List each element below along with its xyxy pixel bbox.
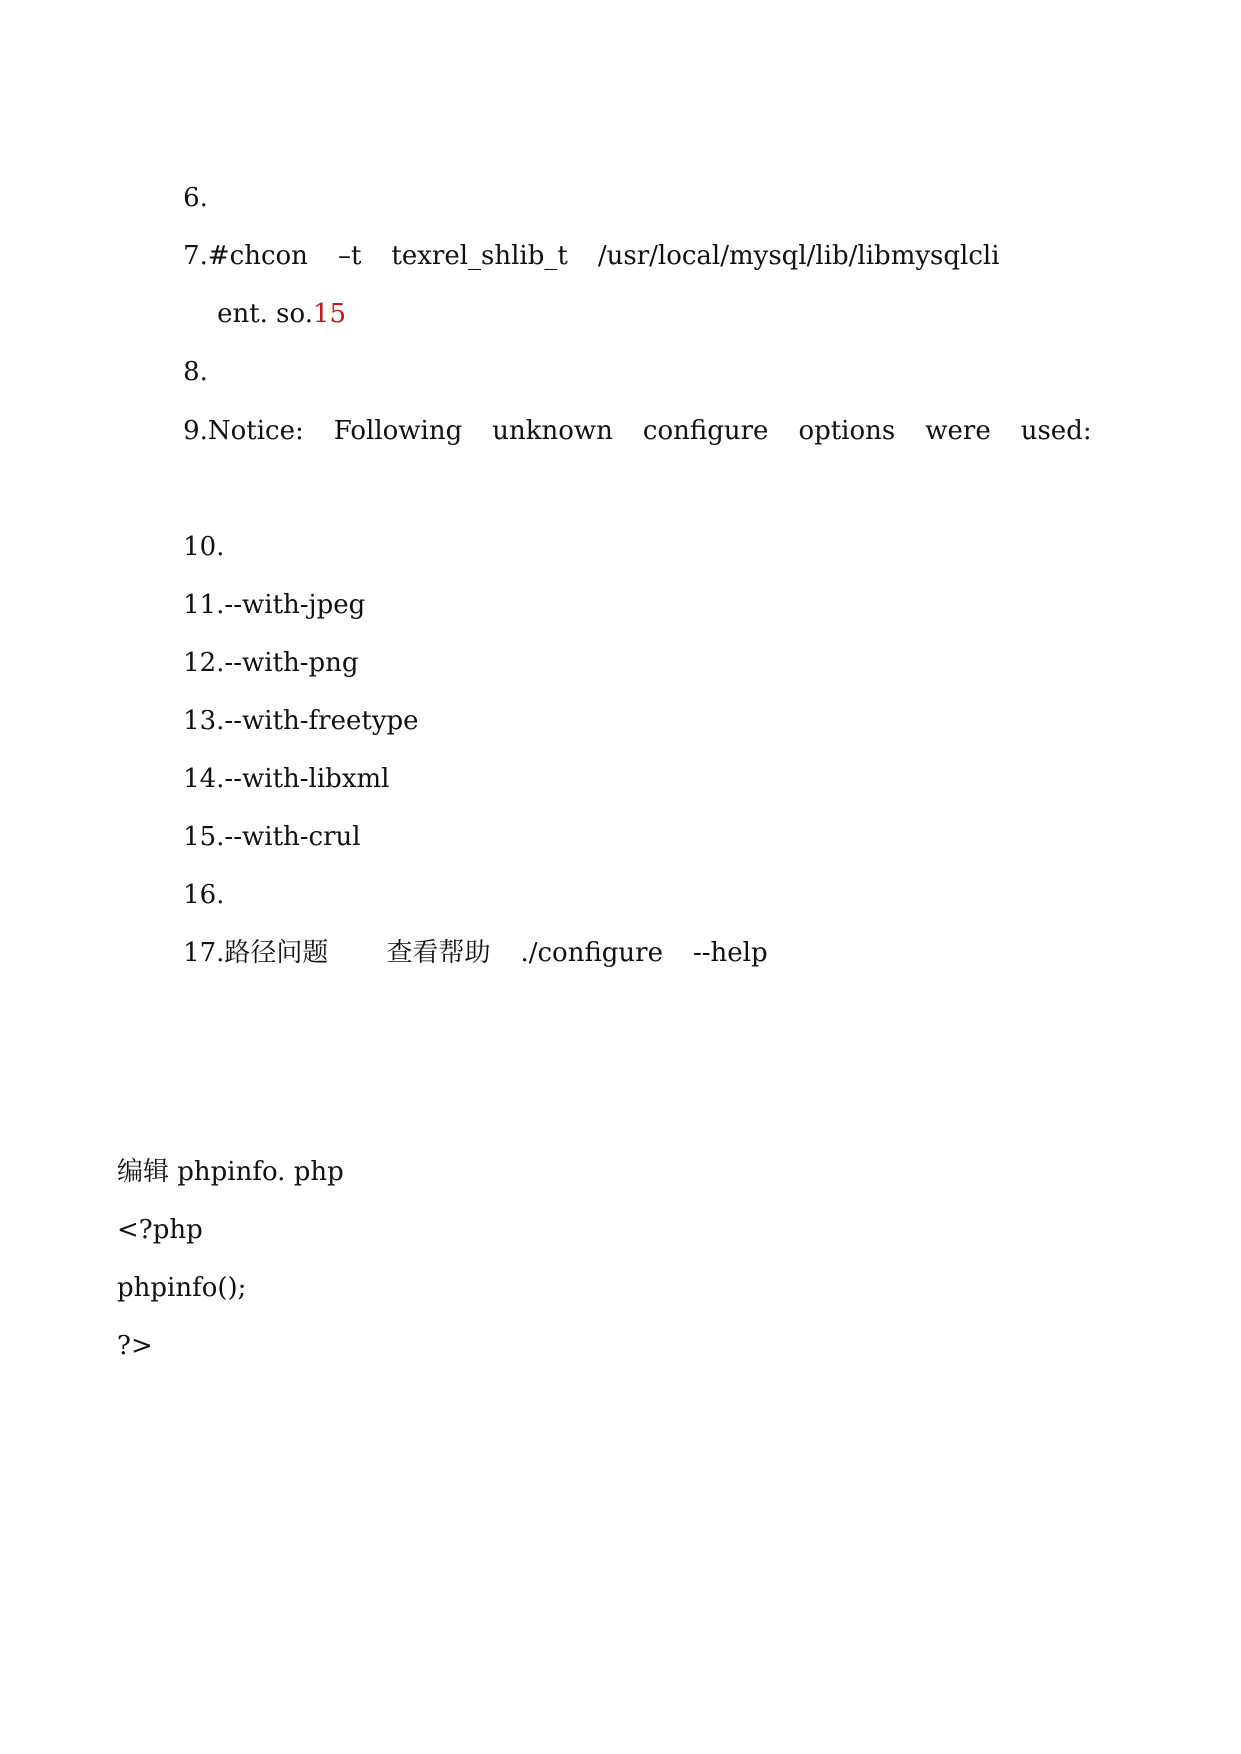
phpinfo-call: phpinfo(); bbox=[117, 1273, 247, 1303]
list-number: 14. bbox=[183, 764, 225, 794]
list-number: 12. bbox=[183, 648, 225, 678]
list-item-9 bbox=[150, 380, 1092, 482]
notice-word: configure bbox=[642, 416, 769, 446]
php-close-tag: ?> bbox=[117, 1331, 153, 1361]
notice-word: unknown bbox=[492, 416, 613, 446]
help-label: 查看帮助 bbox=[386, 938, 491, 968]
configure-option: --with-png bbox=[224, 648, 359, 678]
edit-file-label: 编辑 phpinfo. php bbox=[117, 1157, 344, 1187]
notice-word: were bbox=[925, 416, 991, 446]
notice-word: Following bbox=[333, 416, 463, 446]
list-item-7-continuation bbox=[184, 263, 346, 365]
path-issue-label: 路径问题 bbox=[224, 938, 329, 968]
command-option: –t bbox=[337, 241, 362, 271]
list-number: 8. bbox=[183, 357, 208, 387]
command-text: #chcon bbox=[207, 241, 308, 271]
notice-word: Notice: bbox=[207, 416, 304, 446]
list-number: 15. bbox=[183, 822, 225, 852]
command-path-continuation: ent. so. bbox=[217, 299, 313, 329]
configure-option: --with-jpeg bbox=[224, 590, 366, 620]
list-number: 9. bbox=[183, 416, 208, 446]
configure-command: ./configure bbox=[520, 938, 663, 968]
list-number: 17. bbox=[183, 938, 225, 968]
list-number: 16. bbox=[183, 880, 225, 910]
configure-option: --with-freetype bbox=[224, 706, 419, 736]
list-number: 10. bbox=[183, 532, 225, 562]
list-item-17 bbox=[150, 902, 768, 1004]
configure-option: --with-crul bbox=[224, 822, 361, 852]
command-path: /usr/local/mysql/lib/libmysqlcli bbox=[597, 241, 1000, 271]
list-number: 6. bbox=[183, 183, 208, 213]
list-number: 13. bbox=[183, 706, 225, 736]
notice-word: used: bbox=[1020, 416, 1092, 446]
list-number: 11. bbox=[183, 590, 225, 620]
help-flag: --help bbox=[692, 938, 768, 968]
version-number: 15 bbox=[312, 299, 347, 329]
list-number: 7. bbox=[183, 241, 208, 271]
command-argument: texrel_shlib_t bbox=[391, 241, 568, 271]
php-open-tag: <?php bbox=[117, 1215, 203, 1245]
notice-word: options bbox=[798, 416, 896, 446]
configure-option: --with-libxml bbox=[224, 764, 390, 794]
